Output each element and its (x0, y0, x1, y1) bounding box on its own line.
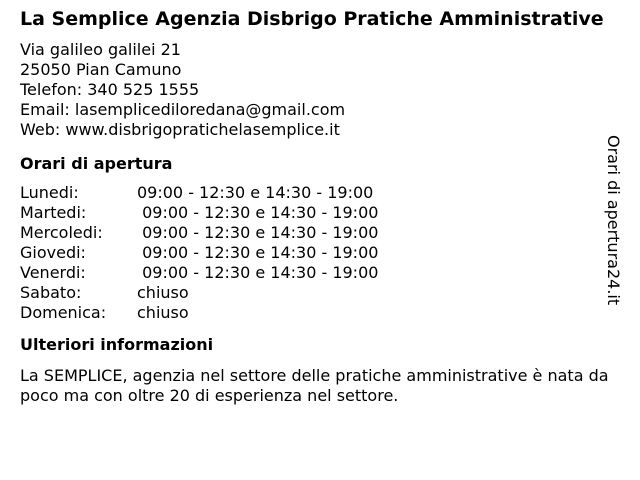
day-hours: chiuso (137, 303, 189, 322)
day-hours: 09:00 - 12:30 e 14:30 - 19:00 (137, 203, 379, 222)
info-text: La SEMPLICE, agenzia nel settore delle pratiche amministrative è nata da poco ma con oltre 20 di esperienza nel settore. (20, 366, 609, 405)
day-hours: chiuso (137, 283, 189, 302)
day-label: Lunedi: (20, 183, 79, 202)
hours-row (20, 303, 604, 323)
hours-row (20, 203, 604, 223)
business-name: La Semplice Agenzia Disbrigo Pratiche Amministrative (20, 8, 604, 30)
day-label: Martedi: (20, 203, 87, 222)
hours-row (20, 283, 604, 303)
email-line: Email: lasemplicediloredana@gmail.com (20, 100, 346, 119)
day-label: Venerdi: (20, 263, 86, 282)
day-label: Domenica: (20, 303, 107, 322)
hours-row (20, 243, 604, 263)
contact-block (20, 40, 604, 140)
hours-heading: Orari di apertura (20, 154, 173, 173)
day-label: Giovedi: (20, 243, 86, 262)
day-label: Mercoledi: (20, 223, 103, 242)
hours-row (20, 183, 604, 203)
day-hours: 09:00 - 12:30 e 14:30 - 19:00 (137, 263, 379, 282)
phone-line: Telefon: 340 525 1555 (20, 80, 200, 99)
info-heading: Ulteriori informazioni (20, 335, 214, 354)
address-line: Via galileo galilei 21 (20, 40, 181, 59)
hours-table (20, 183, 604, 323)
day-hours: 09:00 - 12:30 e 14:30 - 19:00 (137, 243, 379, 262)
day-hours: 09:00 - 12:30 e 14:30 - 19:00 (137, 223, 379, 242)
hours-row (20, 223, 604, 243)
business-listing (20, 8, 609, 406)
city-line: 25050 Pian Camuno (20, 60, 182, 79)
web-line: Web: www.disbrigopratichelasemplice.it (20, 120, 340, 139)
site-watermark: Orari di apertura24.it (604, 135, 623, 306)
day-label: Sabato: (20, 283, 82, 302)
hours-row (20, 263, 604, 283)
day-hours: 09:00 - 12:30 e 14:30 - 19:00 (137, 183, 374, 202)
